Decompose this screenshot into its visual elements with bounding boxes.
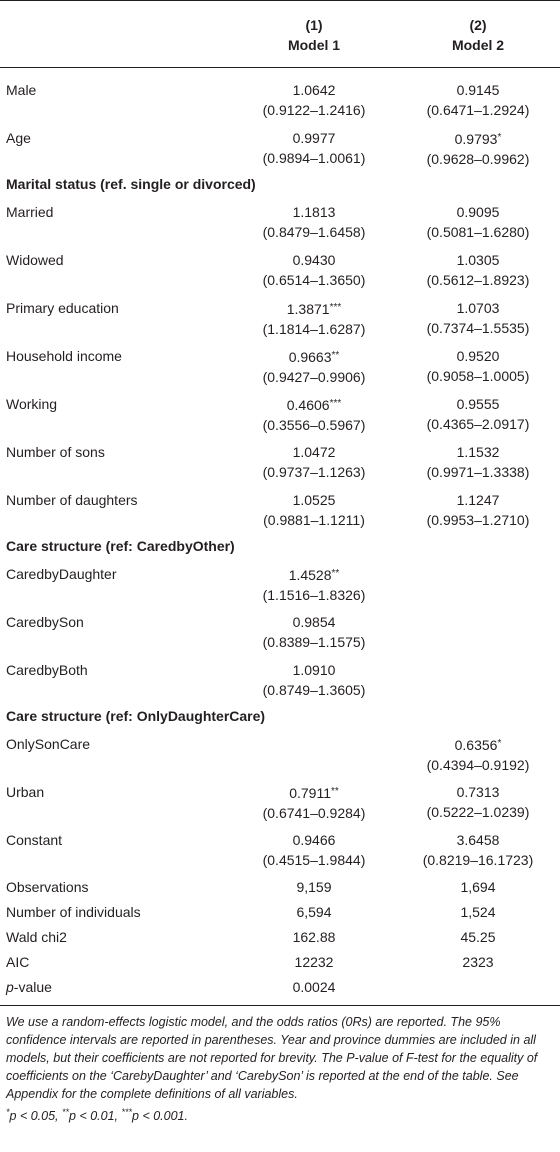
model2-cell: 0.7313 (0.5222–1.0239) — [426, 784, 530, 820]
model2-cell: 2323 — [462, 954, 494, 970]
table-row — [0, 656, 560, 704]
model1-cell: 1.0472 (0.9737–1.1263) — [262, 444, 366, 480]
header-row-numbers — [0, 1, 560, 35]
model1-cell — [232, 730, 396, 778]
table-row — [0, 124, 560, 172]
row-label: AIC — [6, 954, 30, 970]
model1-cell: 0.9663** (0.9427–0.9906) — [262, 349, 366, 385]
table-row — [0, 246, 560, 294]
table-row — [0, 778, 560, 826]
model1-cell: 0.9430 (0.6514–1.3650) — [262, 252, 366, 288]
header-blank — [0, 35, 232, 68]
model1-cell: 162.88 — [292, 929, 336, 945]
model2-cell: 1.0305 (0.5612–1.8923) — [426, 252, 530, 288]
table-row — [0, 486, 560, 534]
model2-cell: 0.9555 (0.4365–2.0917) — [426, 396, 530, 432]
col1-model-name: Model 1 — [287, 37, 341, 53]
model2-cell: 1,524 — [460, 904, 496, 920]
model2-cell: 1,694 — [460, 879, 496, 895]
model1-cell: 0.9466 (0.4515–1.9844) — [262, 832, 366, 868]
table-row — [0, 608, 560, 656]
model1-cell: 0.4606*** (0.3556–0.5967) — [262, 397, 366, 433]
model1-cell: 0.9854 (0.8389–1.1575) — [262, 614, 366, 650]
significance-stars: * — [497, 132, 502, 143]
row-label: Widowed — [6, 252, 64, 268]
model2-cell: 45.25 — [460, 929, 496, 945]
table-row — [0, 560, 560, 608]
table-row — [0, 76, 560, 124]
section-header — [0, 704, 560, 730]
model1-cell: 1.0525 (0.9881–1.1211) — [263, 492, 365, 528]
significance-stars: *** — [329, 398, 342, 409]
model1-cell: 1.4528** (1.1516–1.8326) — [262, 567, 366, 603]
significance-stars: *** — [329, 302, 342, 313]
table-row — [0, 949, 560, 974]
table-row — [0, 198, 560, 246]
model1-cell: 6,594 — [296, 904, 332, 920]
model1-cell: 9,159 — [296, 879, 332, 895]
model2-cell: 3.6458 (0.8219–16.1723) — [422, 832, 534, 868]
row-label: Number of daughters — [6, 492, 138, 508]
col2-model-name: Model 2 — [451, 37, 505, 53]
row-label: p-value — [6, 979, 52, 995]
model2-cell: 1.1532 (0.9971–1.3338) — [426, 444, 530, 480]
model2-cell — [396, 974, 560, 999]
row-label: Married — [6, 204, 54, 220]
table-row — [0, 826, 560, 874]
row-label: CaredbyBoth — [6, 662, 88, 678]
section-label: Care structure (ref: CaredbyOther) — [6, 538, 235, 554]
model1-cell: 1.0642 (0.9122–1.2416) — [262, 82, 366, 118]
col1-number: (1) — [305, 17, 323, 33]
row-label: Number of individuals — [6, 904, 141, 920]
model2-cell: 0.9520 (0.9058–1.0005) — [426, 348, 530, 384]
table-row — [0, 974, 560, 999]
table-row — [0, 342, 560, 390]
significance-stars: ** — [331, 568, 340, 579]
row-label: Household income — [6, 348, 122, 364]
row-label: Male — [6, 82, 37, 98]
table-row — [0, 390, 560, 438]
table-row — [0, 294, 560, 342]
row-label: Primary education — [6, 300, 119, 316]
model1-cell: 0.7911** (0.6741–0.9284) — [262, 785, 366, 821]
model2-cell: 0.9145 (0.6471–1.2924) — [426, 82, 530, 118]
section-header — [0, 172, 560, 198]
model2-cell — [396, 608, 560, 656]
model1-cell: 0.9977 (0.9894–1.0061) — [262, 130, 366, 166]
significance-stars: ** — [331, 350, 340, 361]
header-blank — [0, 1, 232, 35]
model2-cell — [396, 656, 560, 704]
model2-cell: 1.0703 (0.7374–1.5535) — [426, 300, 530, 336]
section-label: Care structure (ref: OnlyDaughterCare) — [6, 708, 266, 724]
model2-cell: 0.6356* (0.4394–0.9192) — [426, 737, 530, 773]
row-label: Number of sons — [6, 444, 105, 460]
model1-cell: 12232 — [294, 954, 334, 970]
table-row — [0, 899, 560, 924]
row-label: Urban — [6, 784, 45, 800]
row-label: Constant — [6, 832, 63, 848]
section-header — [0, 534, 560, 560]
header-row-models — [0, 35, 560, 68]
row-label: Working — [6, 396, 58, 412]
row-label: CaredbySon — [6, 614, 84, 630]
row-label: Age — [6, 130, 31, 146]
model1-cell: 1.3871*** (1.1814–1.6287) — [262, 301, 366, 337]
col2-number: (2) — [469, 17, 487, 33]
model2-cell — [396, 560, 560, 608]
significance-stars: * — [497, 738, 502, 749]
table-row — [0, 924, 560, 949]
row-label: OnlySonCare — [6, 736, 91, 752]
significance-legend: *p < 0.05, **p < 0.01, ***p < 0.001. — [6, 1107, 188, 1124]
row-label: CaredbyDaughter — [6, 566, 117, 582]
notes-text: We use a random-effects logistic model, and the odds ratios (0Rs) are reported. The 95% confidence intervals are reported in parentheses. Year and province dummies are included in all models, but their coefficients are not reported for brevity. The P-value of F-test for the equality of coefficients on the ‘CarebyDaughter’ and ‘CarebySon’ is reported at the end of the table. See Appendix for the complete definitions of all variables. — [6, 1015, 538, 1101]
table-notes — [0, 1006, 560, 1125]
row-label: Wald chi2 — [6, 929, 67, 945]
table-row — [0, 438, 560, 486]
table-row — [0, 730, 560, 778]
model1-cell: 1.1813 (0.8479–1.6458) — [262, 204, 366, 240]
model1-cell: 0.0024 — [292, 979, 336, 995]
table-row — [0, 874, 560, 899]
row-label: Observations — [6, 879, 89, 895]
model2-cell: 1.1247 (0.9953–1.2710) — [426, 492, 530, 528]
model2-cell: 0.9793* (0.9628–0.9962) — [426, 131, 530, 167]
section-label: Marital status (ref. single or divorced) — [6, 176, 256, 192]
significance-stars: ** — [330, 786, 339, 797]
model1-cell: 1.0910 (0.8749–1.3605) — [262, 662, 366, 698]
model2-cell: 0.9095 (0.5081–1.6280) — [426, 204, 530, 240]
